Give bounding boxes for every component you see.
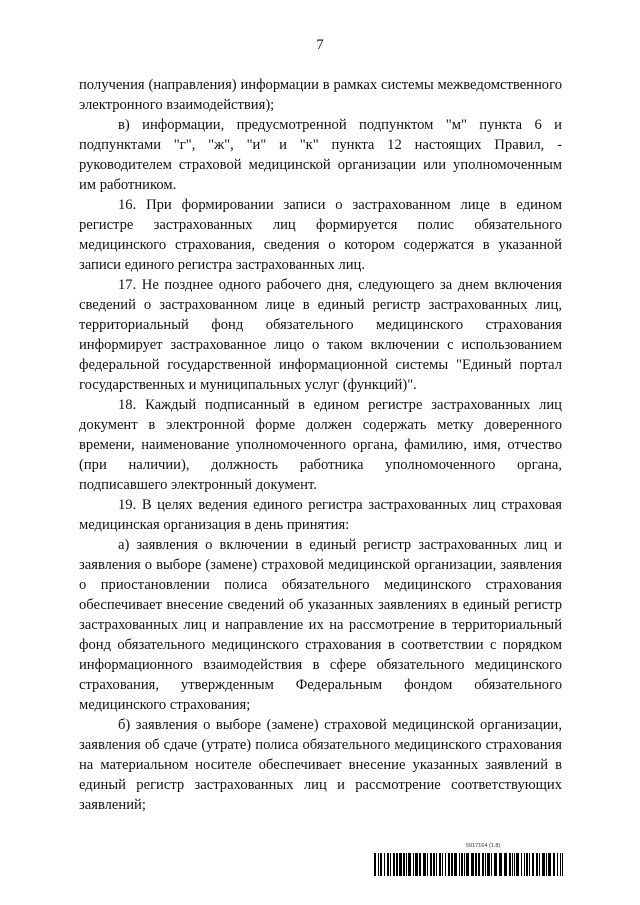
paragraph-18: 18. Каждый подписанный в едином регистре застрахованных лиц документ в электронной форме должен содержать метку доверенного времени, наименование уполномоченного органа, фамилию, имя, отчество (при наличии), должность работника уполномоченного органа, подписавшего электронный документ. <box>79 397 562 493</box>
document-code: 5917164 (1.8) <box>466 843 501 849</box>
paragraph-item-a: а) заявления о включении в единый регистр застрахованных лиц и заявления о выборе (замене) страховой медицинской организации, заявления о приостановлении полиса обязательного медицинского страхования обеспечивает внесение сведений об указанных заявлениях в единый регистр застрахованных лиц и направление их на рассмотрение в территориальный фонд обязательного медицинского страхования в соответствии с порядком информационного взаимодействия в сфере обязательного медицинского страхования, утвержденным Федеральным фондом обязательного медицинского страхования; <box>79 537 562 713</box>
page-number: 7 <box>316 37 324 53</box>
barcode-icon <box>374 853 564 876</box>
document-body <box>79 75 562 815</box>
paragraph-19: 19. В целях ведения единого регистра застрахованных лиц страховая медицинская организация в день принятия: <box>79 497 562 533</box>
paragraph-item-v: в) информации, предусмотренной подпунктом "м" пункта 6 и подпунктами "г", "ж", "и" и "к" пункта 12 настоящих Правил, - руководителем страховой медицинской организации или уполномоченным им работником. <box>79 117 562 193</box>
paragraph-0: получения (направления) информации в рамках системы межведомственного электронного взаимодействия); <box>79 77 562 113</box>
paragraph-item-b: б) заявления о выборе (замене) страховой медицинской организации, заявления об сдаче (утрате) полиса обязательного медицинского страхования на материальном носителе обеспечивает внесение указанных заявлений в единый регистр застрахованных лиц и рассмотрение соответствующих заявлений; <box>79 717 562 813</box>
paragraph-16: 16. При формировании записи о застрахованном лице в едином регистре застрахованных лиц формируется полис обязательного медицинского страхования, сведения о котором содержатся в указанной записи единого регистра застрахованных лиц. <box>79 197 562 273</box>
paragraph-17: 17. Не позднее одного рабочего дня, следующего за днем включения сведений о застрахованном лице в единый регистр застрахованных лиц, территориальный фонд обязательного медицинского страхования информирует застрахованное лицо о таком включении с использованием федеральной государственной информационной системы "Единый портал государственных и муниципальных услуг (функций)". <box>79 277 562 393</box>
